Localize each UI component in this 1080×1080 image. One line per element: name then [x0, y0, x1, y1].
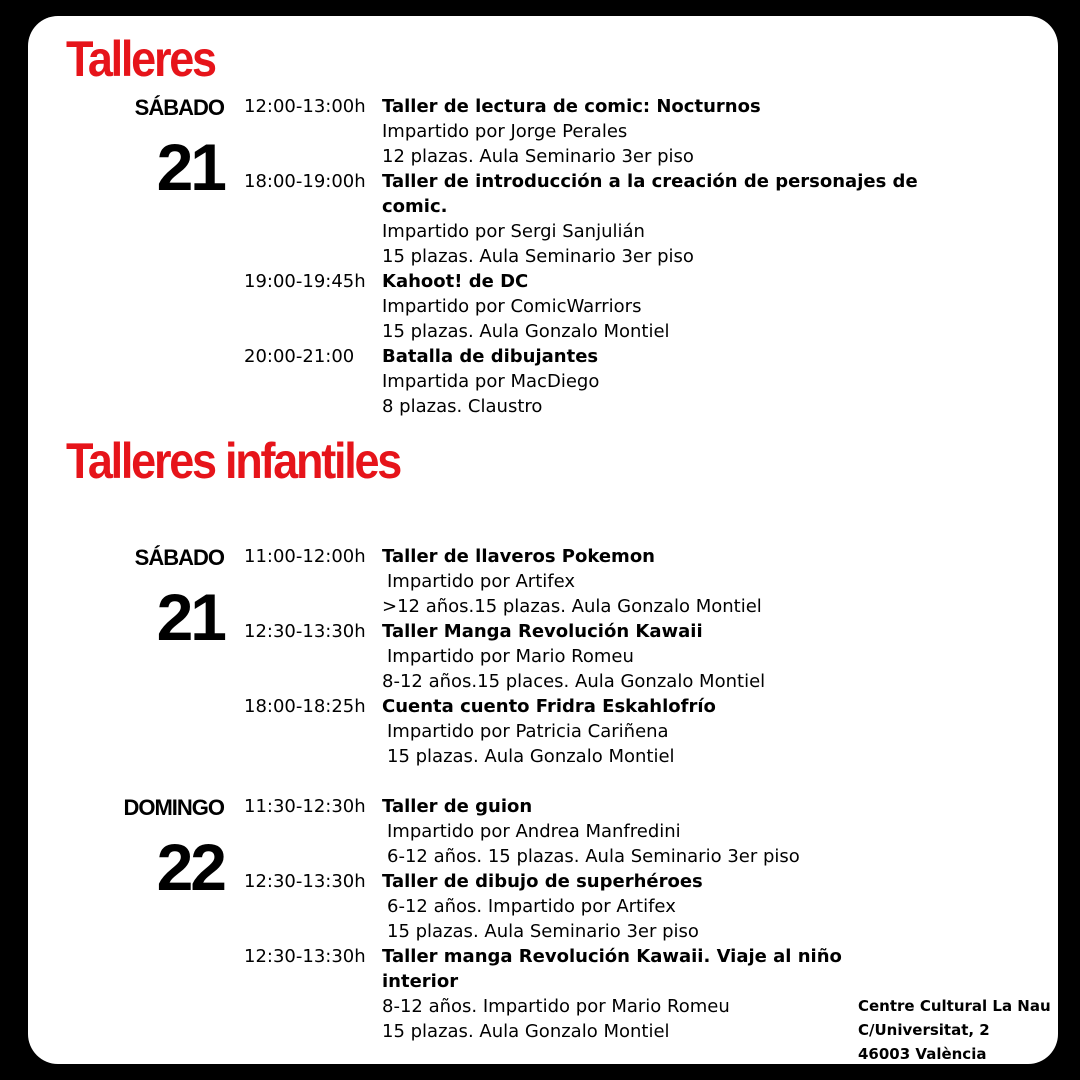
event-title: Taller de introducción a la creación de personajes de — [382, 171, 918, 192]
event-title: Batalla de dibujantes — [382, 346, 599, 367]
day-label: DOMINGO — [123, 795, 224, 820]
event-time: 11:30-12:30h — [244, 796, 366, 817]
day-number: 21 — [156, 580, 224, 654]
event-detail: 8 plazas. Claustro — [382, 396, 543, 417]
event-detail: 15 plazas. Aula Gonzalo Montiel — [382, 321, 670, 342]
venue-address — [858, 994, 1051, 1066]
event-time: 12:30-13:30h — [244, 621, 366, 642]
event-detail: Impartido por Jorge Perales — [382, 121, 628, 142]
section-heading: Talleres infantiles — [66, 433, 401, 489]
event-time: 11:00-12:00h — [244, 546, 366, 567]
event-time: 12:30-13:30h — [244, 871, 366, 892]
venue-name: Centre Cultural La Nau — [858, 997, 1051, 1015]
event-title: Cuenta cuento Fridra Eskahlofrío — [382, 696, 716, 717]
event-detail: 15 plazas. Aula Gonzalo Montiel — [387, 746, 675, 767]
event-detail: 6-12 años. 15 plazas. Aula Seminario 3er piso — [387, 846, 800, 867]
event-title: Kahoot! de DC — [382, 271, 529, 292]
event-time: 18:00-18:25h — [244, 696, 366, 717]
section-heading: Talleres — [66, 31, 215, 87]
event-detail: Impartido por Sergi Sanjulián — [382, 221, 645, 242]
day-label: SÁBADO — [134, 95, 224, 120]
event-detail: Impartido por Andrea Manfredini — [387, 821, 681, 842]
event-time: 12:30-13:30h — [244, 946, 366, 967]
event-title: Taller de llaveros Pokemon — [382, 546, 655, 567]
event-time: 12:00-13:00h — [244, 96, 366, 117]
event-detail: 15 plazas. Aula Gonzalo Montiel — [382, 1021, 670, 1042]
event-time: 20:00-21:00 — [244, 346, 355, 367]
event-detail: Impartido por ComicWarriors — [382, 296, 642, 317]
event-detail: >12 años.15 plazas. Aula Gonzalo Montiel — [382, 596, 762, 617]
event-title: Taller manga Revolución Kawaii. Viaje al niño — [382, 946, 842, 967]
event-detail: 15 plazas. Aula Seminario 3er piso — [387, 921, 699, 942]
day-number: 22 — [156, 830, 224, 904]
event-detail: 12 plazas. Aula Seminario 3er piso — [382, 146, 694, 167]
event-detail: Impartido por Patricia Cariñena — [387, 721, 669, 742]
event-time: 18:00-19:00h — [244, 171, 366, 192]
event-title: Taller de lectura de comic: Nocturnos — [382, 96, 761, 117]
event-detail: 15 plazas. Aula Seminario 3er piso — [382, 246, 694, 267]
venue-city: 46003 València — [858, 1045, 987, 1063]
event-detail: 8-12 años. Impartido por Mario Romeu — [382, 996, 730, 1017]
event-detail: Impartido por Mario Romeu — [387, 646, 634, 667]
event-title: interior — [382, 971, 459, 992]
day-label: SÁBADO — [134, 545, 224, 570]
event-detail: 6-12 años. Impartido por Artifex — [387, 896, 676, 917]
event-detail: 8-12 años.15 places. Aula Gonzalo Montiel — [382, 671, 766, 692]
event-time: 19:00-19:45h — [244, 271, 366, 292]
event-detail: Impartida por MacDiego — [382, 371, 600, 392]
event-title: Taller de dibujo de superhéroes — [382, 871, 703, 892]
venue-street: C/Universitat, 2 — [858, 1021, 990, 1039]
event-title: comic. — [382, 196, 448, 217]
event-title: Taller de guion — [382, 796, 533, 817]
day-number: 21 — [156, 130, 224, 204]
event-title: Taller Manga Revolución Kawaii — [382, 621, 703, 642]
event-detail: Impartido por Artifex — [387, 571, 575, 592]
